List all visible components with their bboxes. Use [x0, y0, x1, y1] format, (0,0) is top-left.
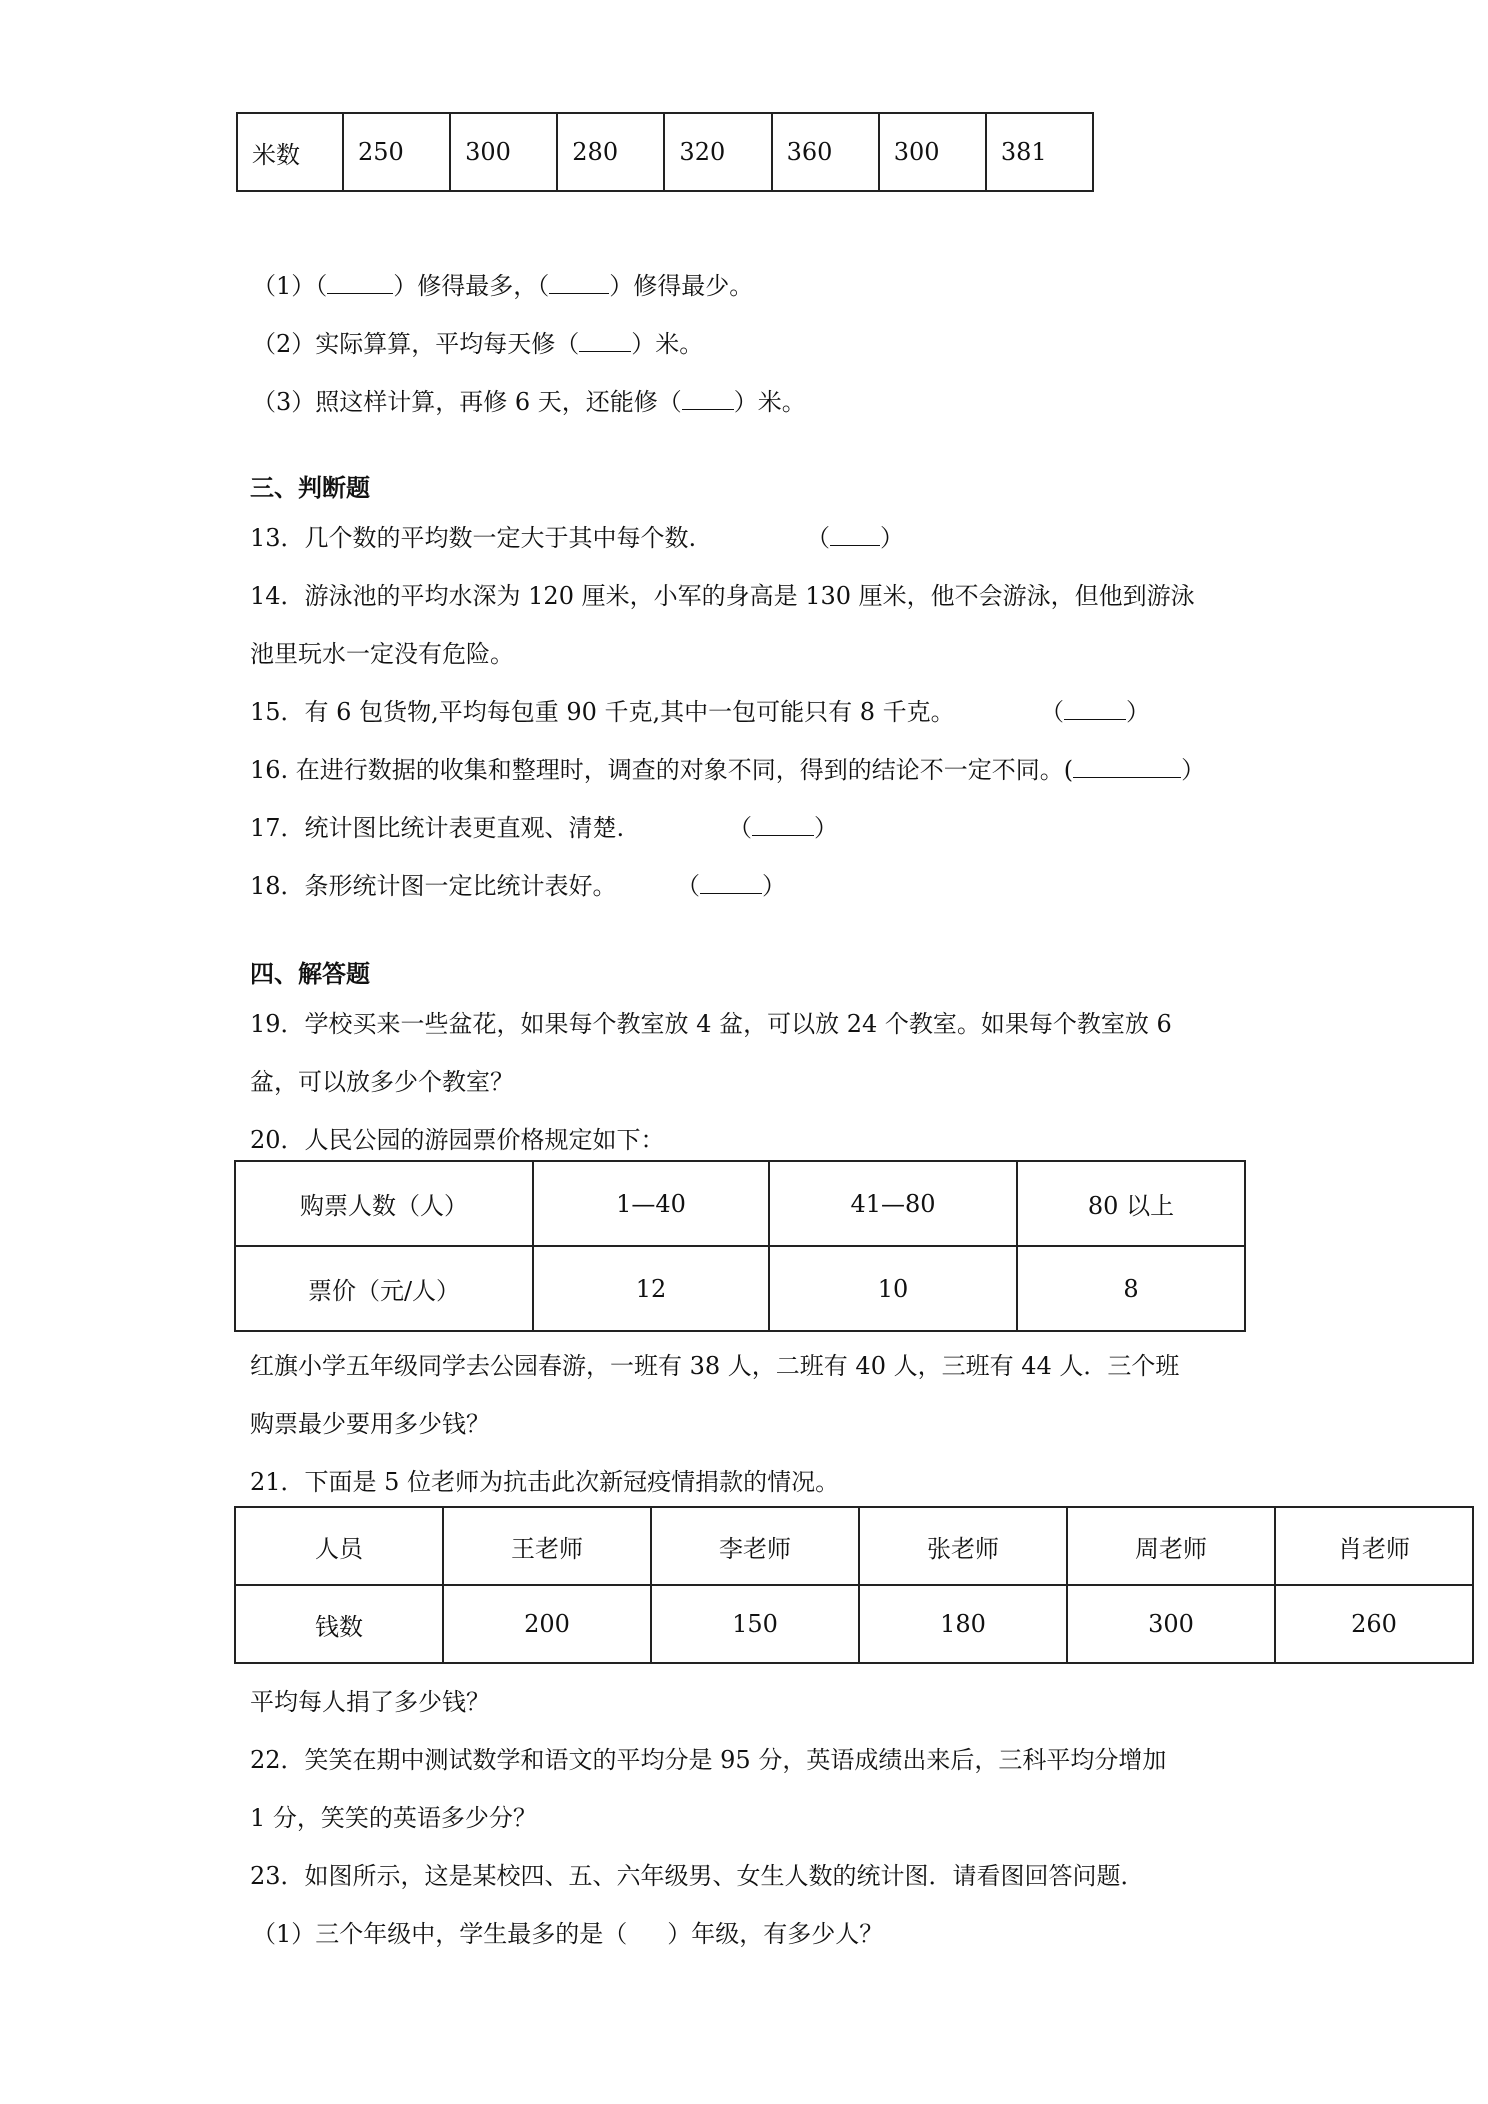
- table-cell: 250: [343, 113, 450, 191]
- q17-answer: （ ）: [728, 814, 838, 842]
- q13-answer: （ ）: [806, 524, 904, 552]
- q18-answer: （ ）: [676, 872, 786, 900]
- table-cell: 150: [651, 1585, 859, 1663]
- question-18: 18．条形统计图一定比统计表好。: [250, 872, 617, 900]
- question-14-line2: 池里玩水一定没有危险。: [250, 640, 514, 668]
- question-22-line1: 22．笑笑在期中测试数学和语文的平均分是 95 分，英语成绩出来后，三科平均分增加: [250, 1746, 1167, 1774]
- question-20-line1: 红旗小学五年级同学去公园春游，一班有 38 人，二班有 40 人，三班有 44 人．三个班: [250, 1352, 1180, 1380]
- answer-blank[interactable]: [579, 329, 631, 352]
- answer-blank[interactable]: [549, 271, 609, 294]
- question-16: 16. 在进行数据的收集和整理时，调查的对象不同，得到的结论不一定不同。( ）: [250, 756, 1206, 784]
- question-19-line2: 盆，可以放多少个教室？: [250, 1068, 514, 1096]
- question-14-line1: 14．游泳池的平均水深为 120 厘米，小军的身高是 130 厘米，他不会游泳，但他到游泳: [250, 582, 1195, 610]
- q12-sub1: （1）（ ）修得最多，（ ）修得最少。: [252, 272, 754, 300]
- question-17: 17．统计图比统计表更直观、清楚.: [250, 814, 625, 842]
- table-cell: 10: [769, 1246, 1017, 1331]
- table-cell: 李老师: [651, 1507, 859, 1585]
- table-cell: 12: [533, 1246, 769, 1331]
- table-cell: 260: [1275, 1585, 1473, 1663]
- table-cell: 票价（元/人）: [235, 1246, 533, 1331]
- table-cell: 320: [664, 113, 771, 191]
- table-row: [235, 1161, 1245, 1246]
- table-cell: 300: [1067, 1585, 1275, 1663]
- answer-blank[interactable]: [1064, 697, 1126, 720]
- table-cell: 周老师: [1067, 1507, 1275, 1585]
- question-13: 13．几个数的平均数一定大于其中每个数.: [250, 524, 697, 552]
- answer-blank[interactable]: [752, 813, 814, 836]
- table-cell: 300: [450, 113, 557, 191]
- answer-blank[interactable]: [700, 871, 762, 894]
- section-heading: 三、判断题: [250, 474, 370, 502]
- table-cell: 360: [772, 113, 879, 191]
- question-15: 15．有 6 包货物,平均每包重 90 千克,其中一包可能只有 8 千克。: [250, 698, 955, 726]
- q12-sub2: （2）实际算算，平均每天修（ ）米。: [252, 330, 704, 358]
- table-cell: 381: [986, 113, 1093, 191]
- answer-blank[interactable]: [830, 523, 880, 546]
- answer-blank[interactable]: [682, 387, 734, 410]
- table-cell: 80 以上: [1017, 1161, 1245, 1246]
- table-cell: 180: [859, 1585, 1067, 1663]
- question-21-question: 平均每人捐了多少钱？: [250, 1688, 490, 1716]
- table-cell: 人员: [235, 1507, 443, 1585]
- question-23-line1: 23．如图所示，这是某校四、五、六年级男、女生人数的统计图．请看图回答问题．: [250, 1862, 1145, 1890]
- table-row: [235, 1507, 1473, 1585]
- table-row: [237, 113, 1093, 191]
- table-cell: 200: [443, 1585, 651, 1663]
- table-cell: 肖老师: [1275, 1507, 1473, 1585]
- table-cell: 购票人数（人）: [235, 1161, 533, 1246]
- question-20-intro: 20．人民公园的游园票价格规定如下：: [250, 1126, 665, 1154]
- section-heading: 四、解答题: [250, 960, 370, 988]
- q12-sub3: （3）照这样计算，再修 6 天，还能修（ ）米。: [252, 388, 806, 416]
- question-19-line1: 19．学校买来一些盆花，如果每个教室放 4 盆，可以放 24 个教室。如果每个教室放 6: [250, 1010, 1172, 1038]
- donation-table: [234, 1506, 1474, 1664]
- table-cell: 1—40: [533, 1161, 769, 1246]
- question-23-sub1: （1）三个年级中，学生最多的是（ ）年级，有多少人？: [252, 1920, 884, 1948]
- q15-answer: （ ）: [1040, 698, 1150, 726]
- table-row: [235, 1585, 1473, 1663]
- table-cell: 钱数: [235, 1585, 443, 1663]
- table-cell: 王老师: [443, 1507, 651, 1585]
- answer-blank[interactable]: [327, 271, 393, 294]
- table-cell: 300: [879, 113, 986, 191]
- ticket-price-table: [234, 1160, 1246, 1332]
- question-20-line2: 购票最少要用多少钱？: [250, 1410, 490, 1438]
- table-cell: 8: [1017, 1246, 1245, 1331]
- question-22-line2: 1 分，笑笑的英语多少分？: [250, 1804, 537, 1832]
- answer-blank[interactable]: [1073, 755, 1181, 778]
- question-21-intro: 21．下面是 5 位老师为抗击此次新冠疫情捐款的情况。: [250, 1468, 840, 1496]
- table-cell: 280: [557, 113, 664, 191]
- table-cell: 米数: [237, 113, 343, 191]
- meters-table: [236, 112, 1094, 192]
- table-cell: 张老师: [859, 1507, 1067, 1585]
- table-row: [235, 1246, 1245, 1331]
- table-cell: 41—80: [769, 1161, 1017, 1246]
